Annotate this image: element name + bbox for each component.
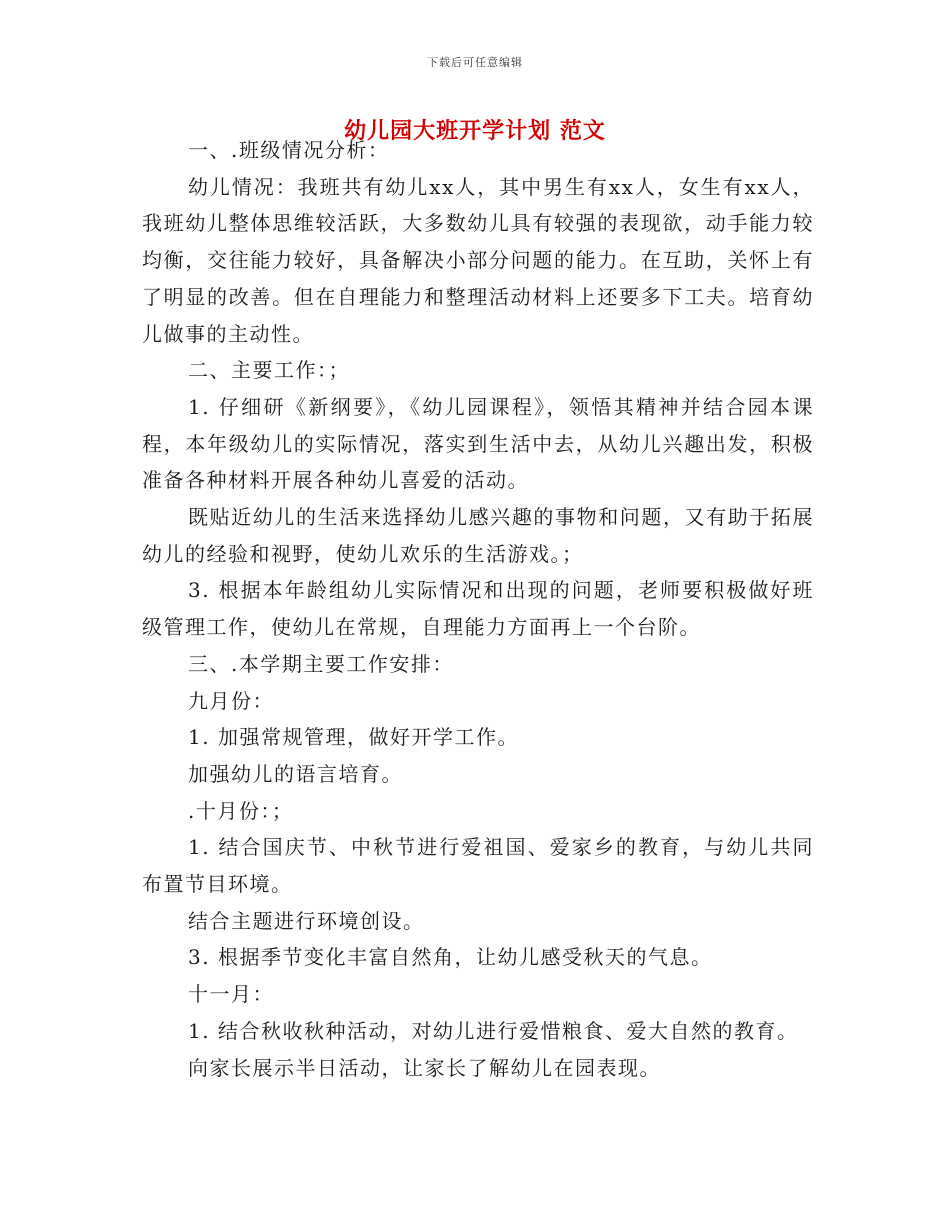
list-item: 3. 根据季节变化丰富自然角，让幼儿感受秋天的气息。 [188, 945, 713, 970]
document-body [142, 132, 814, 1086]
month-heading-november: 十一月： [188, 982, 274, 1007]
page-header-note: 下载后可任意编辑 [427, 56, 523, 69]
list-item: 1. 加强常规管理，做好开学工作。 [188, 725, 519, 750]
paragraph-work-item-1: 1. 仔细研《新纲要》，《幼儿园课程》，领悟其精神并结合园本课程，本年级幼儿的实际情况，落实到生活中去，从幼儿兴趣出发，积极准备各种材料开展各种幼儿喜爱的活动。 [142, 394, 814, 493]
month-heading-october: .十月份：； [188, 798, 294, 823]
list-item: 1. 结合国庆节、中秋节进行爱祖国、爱家乡的教育，与幼儿共同布置节目环境。 [142, 835, 814, 897]
section-heading-semester-plan: 三、.本学期主要工作安排： [188, 651, 454, 676]
section-heading-main-work: 二、主要工作：； [188, 358, 350, 383]
month-heading-september: 九月份： [188, 688, 274, 713]
list-item: 结合主题进行环境创设。 [188, 908, 425, 933]
paragraph-children-situation: 幼儿情况：我班共有幼儿xx人，其中男生有xx人，女生有xx人，我班幼儿整体思维较活跃，大多数幼儿具有较强的表现欲，动手能力较均衡，交往能力较好，具备解决小部分问题的能力。在互助，关怀上有了明显的改善。但在自理能力和整理活动材料上还要多下工夫。培育幼儿做事的主动性。 [142, 174, 814, 346]
list-item: 向家长展示半日活动，让家长了解幼儿在园表现。 [188, 1055, 661, 1080]
paragraph-work-item-3: 3. 根据本年龄组幼儿实际情况和出现的问题，老师要积极做好班级管理工作，使幼儿在常规，自理能力方面再上一个台阶。 [142, 578, 814, 640]
section-heading-class-analysis: 一、.班级情况分析： [188, 138, 390, 162]
list-item: 加强幼儿的语言培育。 [188, 761, 403, 786]
paragraph-work-item-2: 既贴近幼儿的生活来选择幼儿感兴趣的事物和问题，又有助于拓展幼儿的经验和视野，使幼儿欢乐的生活游戏。； [142, 505, 814, 566]
list-item: 1. 结合秋收秋种活动，对幼儿进行爱惜粮食、爱大自然的教育。 [188, 1018, 799, 1043]
document-title: 幼儿园大班开学计划 范文 [344, 119, 606, 144]
